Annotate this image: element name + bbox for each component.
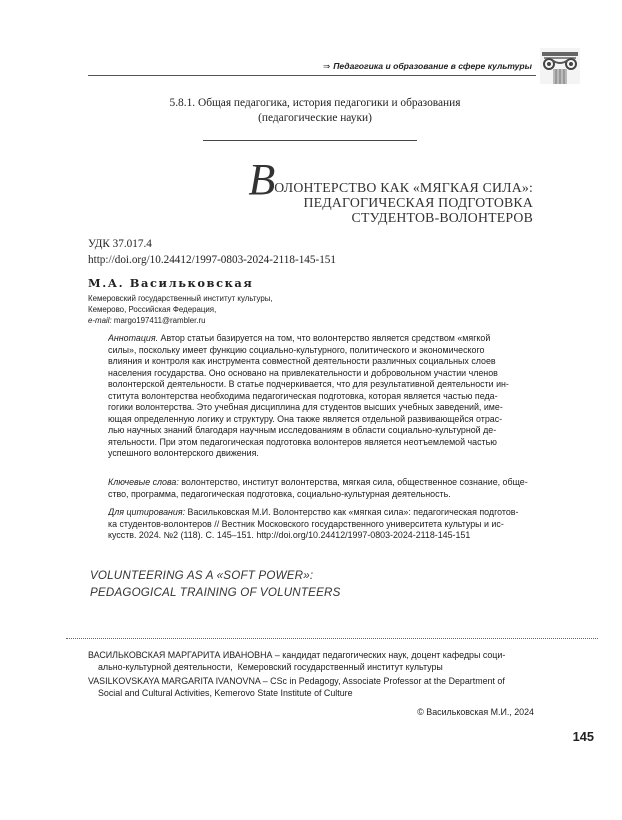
title-line-3: СТУДЕНТОВ-ВОЛОНТЕРОВ (351, 210, 533, 225)
english-title (90, 568, 341, 601)
citation-label: Для цитирования: (108, 507, 186, 517)
abstract-line: гогики волонтерства. Это учебная дисциплина для студентов высших учебных заведений, име- (108, 402, 503, 413)
abstract-line: ятельности. При этом педагогическая подготовка волонтеров является неотъемлемой частью (108, 436, 497, 447)
copyright: © Васильковская М.И., 2024 (417, 707, 534, 717)
rubric-rule (203, 140, 417, 141)
article-title (200, 155, 533, 230)
keywords-line-2: ство, программа, педагогическая подготовка, социально-культурная деятельность. (108, 488, 451, 499)
english-title-line-1: VOLUNTEERING AS A «SOFT POWER»: (90, 569, 314, 582)
abstract-line: Аннотация. Автор статьи базируется на том, что волонтерство является средством «мягкой (108, 333, 491, 343)
author-info-ru-line-1: ВАСИЛЬКОВСКАЯ МАРГАРИТА ИВАНОВНА – кандидат педагогических наук, доцент кафедры соци- (88, 650, 506, 660)
abstract-line: населения государства. Оно основано на привлекательности и добровольном участии членов (108, 367, 498, 378)
email-label: e-mail: (88, 316, 112, 326)
citation-line-1: Васильковская М.И. Волонтерство как «мягкая сила»: педагогическая подготов- (187, 507, 519, 517)
header-rule (88, 75, 536, 76)
abstract-line: ющая определенную логику и структуру. Она также является отдельной развивающейся отрас- (108, 413, 503, 424)
abstract-line: ститута волонтерства необходима педагогическая подготовка, которая является частью педа- (108, 390, 498, 401)
author-info-en-line-2: Social and Cultural Activities, Kemerovo State Institute of Culture (98, 688, 353, 698)
citation (108, 507, 534, 542)
ionic-column-capital-icon (540, 48, 580, 84)
author-info-en (88, 675, 534, 699)
abstract-line: волонтерской деятельности. В статье подчеркивается, что для результативной деятельности ин- (108, 379, 509, 390)
section-title: Педагогика и образование в сфере культуры (333, 61, 532, 71)
author-info-ru (88, 649, 534, 673)
abstract-line: влияния и контроля как инструмента совместной деятельности различных социальных слоев (108, 356, 496, 367)
keywords-line-1: волонтерство, институт волонтерства, мягкая сила, общественное сознание, обще- (181, 477, 528, 487)
citation-line-3: кусств. 2024. №2 (118). С. 145–151. http://doi.org/10.24412/1997-0803-2024-2118-145-151 (108, 530, 471, 541)
author-info-en-line-1: VASILKOVSKAYA MARGARITA IVANOVNA – CSc in Pedagogy, Associate Professor at the Department of (88, 676, 505, 686)
title-line-1-rest: ОЛОНТЕРСТВО КАК «МЯГКАЯ СИЛА»: (274, 180, 533, 195)
affiliation: Кемеровский государственный институт культуры, (88, 294, 273, 303)
city: Кемерово, Российская Федерация, (88, 305, 217, 315)
rubric-line-1: 5.8.1. Общая педагогика, история педагогики и образования (169, 97, 461, 109)
udc: УДК 37.017.4 (88, 238, 152, 250)
email-link[interactable]: margo197411@rambler.ru (113, 316, 206, 326)
email-line (88, 315, 273, 326)
english-title-line-2: PEDAGOGICAL TRAINING OF VOLUNTEERS (90, 585, 341, 599)
author-info-ru-line-2: ально-культурной деятельности, Кемеровский государственный институт культуры (98, 662, 443, 672)
citation-line-2: ка студентов-волонтеров // Вестник Московского государственного университета культуры и ис- (108, 518, 504, 529)
author-name: М.А. Васильковская (88, 276, 254, 290)
arrow-icon: ⇒ (323, 61, 331, 71)
keywords-label: Ключевые слова: (108, 477, 179, 487)
rubric (100, 96, 530, 126)
abstract (108, 333, 534, 460)
abstract-line: лью научных знаний благодаря научным исследованиям в области социально-культурной де- (108, 425, 497, 436)
abstract-line: силы», поскольку имеет функцию социально-культурного, политического и экономического (108, 344, 485, 355)
udc-block (88, 237, 336, 268)
dotted-separator (66, 638, 598, 639)
abstract-line: успешного волонтерского движения. (108, 448, 259, 459)
title-initial: В (248, 155, 275, 204)
page-number: 145 (572, 729, 594, 744)
title-line-2: ПЕДАГОГИЧЕСКАЯ ПОДГОТОВКА (303, 195, 533, 210)
doi-link[interactable]: http://doi.org/10.24412/1997-0803-2024-2118-145-151 (88, 253, 336, 266)
abstract-label: Аннотация. (108, 333, 159, 343)
keywords (108, 477, 534, 500)
rubric-line-2: (педагогические науки) (258, 112, 372, 124)
author-affiliation (88, 293, 273, 327)
running-header (250, 61, 532, 72)
